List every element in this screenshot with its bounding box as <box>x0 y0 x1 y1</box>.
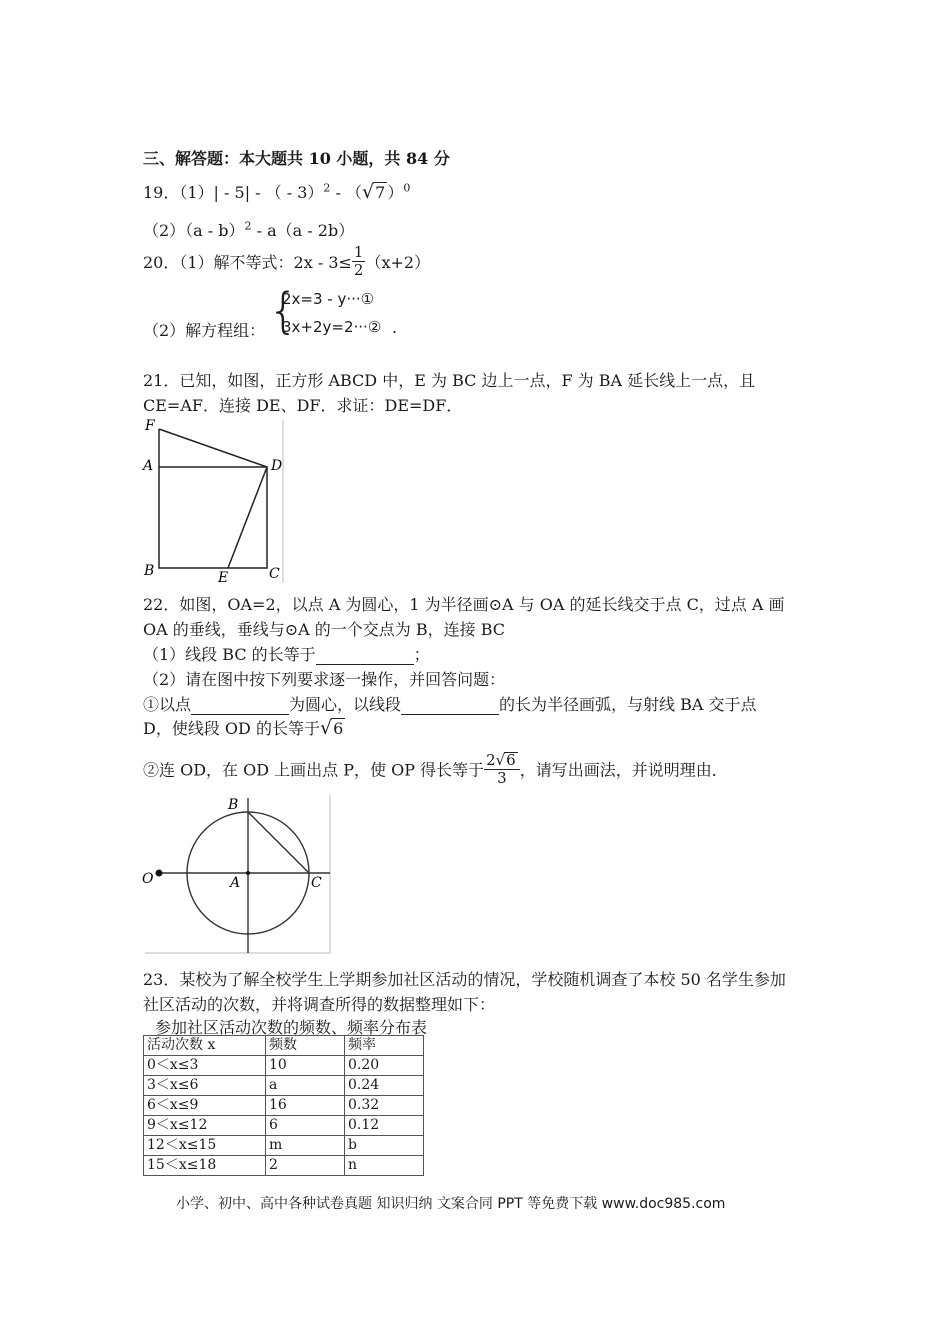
table-row <box>144 1076 424 1096</box>
frequency-table <box>143 1035 424 1176</box>
table-cell: 10 <box>266 1056 345 1076</box>
table-cell: 0.12 <box>345 1116 424 1136</box>
q22-line5 <box>143 692 757 715</box>
label-C: C <box>269 566 280 582</box>
label-F: F <box>145 418 155 434</box>
q20-fraction <box>352 245 366 278</box>
q22-frac-root: 6 <box>506 751 516 769</box>
q22-line5-a: ①以点 <box>143 695 192 714</box>
page-footer: 小学、初中、高中各种试卷真题 知识归纳 文案合同 PPT 等免费下载 www.doc985.com <box>176 1196 726 1212</box>
q20-part1-suffix: （x+2） <box>365 253 431 272</box>
q23-line1: 23．某校为了解全校学生上学期参加社区活动的情况，学校随机调查了本校 50 名学生参加 <box>143 970 786 989</box>
q22-line1: 22．如图，OA=2，以点 A 为圆心，1 为半径画⊙A 与 OA 的延长线交于点 C，过点 A 画 <box>143 595 785 614</box>
q20-part1 <box>143 245 430 278</box>
q19-part2-prefix: （2）（a - b） <box>143 221 245 240</box>
label-D: D <box>271 458 283 474</box>
q22-line4: （2）请在图中按下列要求逐一操作，并回答问题： <box>143 670 506 689</box>
table-cell: 9＜x≤12 <box>144 1116 266 1136</box>
q22-line6-prefix: D，使线段 OD 的长等于 <box>143 719 320 738</box>
sqrt-symbol: √ <box>362 181 375 203</box>
q21-line1: 21．已知，如图，正方形 ABCD 中，E 为 BC 边上一点，F 为 BA 延长线上一点，且 <box>143 371 756 390</box>
sqrt-symbol: √ <box>495 751 506 769</box>
table-cell: 0＜x≤3 <box>144 1056 266 1076</box>
label-C: C <box>311 875 322 891</box>
table-cell: 0.20 <box>345 1056 424 1076</box>
table-cell: 16 <box>266 1096 345 1116</box>
q22-line2: OA 的垂线，垂线与⊙A 的一个交点为 B，连接 BC <box>143 620 506 639</box>
q22-line6 <box>143 716 345 739</box>
q19-part1-mid: - （ <box>330 183 363 202</box>
table-cell: 0.32 <box>345 1096 424 1116</box>
q22-line5-b: 为圆心，以线段 <box>289 695 402 714</box>
table-cell: m <box>266 1136 345 1156</box>
header-cell: 频率 <box>345 1036 424 1056</box>
q22-figure <box>140 793 332 955</box>
q20-part2-suffix: . <box>392 318 398 337</box>
table-row <box>144 1136 424 1156</box>
q20-part1-prefix: 20．（1）解不等式：2x - 3≤ <box>143 253 352 272</box>
table-cell: 0.24 <box>345 1076 424 1096</box>
q22-line7-suffix: ，请写出画法，并说明理由． <box>519 760 728 780</box>
header-cell: 活动次数 x <box>144 1036 266 1056</box>
q22-root-6: 6 <box>333 719 344 738</box>
q19-part1-exp: 2 <box>323 181 331 195</box>
table-cell: 12＜x≤15 <box>144 1136 266 1156</box>
q19-part1 <box>143 180 410 203</box>
label-B: B <box>228 797 239 813</box>
table-row <box>144 1156 424 1176</box>
table-cell: b <box>345 1136 424 1156</box>
q19-part1-prefix: 19．（1）| - 5| - （ - 3） <box>143 183 324 202</box>
q22-frac-coef: 2 <box>486 751 496 769</box>
q20-frac-den: 2 <box>353 261 364 279</box>
table-cell: a <box>266 1076 345 1096</box>
equation-system <box>268 283 390 340</box>
table-cell: 6 <box>266 1116 345 1136</box>
label-A: A <box>230 875 241 891</box>
equation-2: 3x+2y=2···② <box>282 318 382 336</box>
label-A: A <box>143 458 154 474</box>
table-title: 参加社区活动次数的频数、频率分布表 <box>155 1018 428 1037</box>
section-title: 三、解答题：本大题共 10 小题，共 84 分 <box>143 149 450 168</box>
answer-blank-center[interactable] <box>191 698 289 715</box>
table-cell: 2 <box>266 1156 345 1176</box>
q22-line3-end: ； <box>413 645 430 664</box>
q20-part2-prefix: （2）解方程组： <box>143 321 266 340</box>
table-row <box>144 1096 424 1116</box>
table-cell: 3＜x≤6 <box>144 1076 266 1096</box>
q19-part2-exp: 2 <box>244 219 252 233</box>
label-B: B <box>144 563 155 579</box>
table-header-row <box>144 1036 424 1056</box>
q19-root: 7 <box>375 183 386 202</box>
label-E: E <box>218 570 229 583</box>
answer-blank-bc[interactable] <box>316 648 414 665</box>
table-row <box>144 1056 424 1076</box>
equation-1: 2x=3 - y···① <box>282 290 375 308</box>
answer-blank-segment[interactable] <box>401 698 499 715</box>
q22-line3 <box>143 642 430 665</box>
q22-line5-c: 的长为半径画弧，与射线 BA 交于点 <box>499 695 757 714</box>
header-cell: 频数 <box>266 1036 345 1056</box>
q21-line2: CE=AF．连接 DE、DF．求证：DE=DF． <box>143 396 463 415</box>
table-cell: 15＜x≤18 <box>144 1156 266 1176</box>
table-row <box>144 1116 424 1136</box>
q19-part2 <box>143 218 354 241</box>
q22-fraction <box>484 752 520 786</box>
sqrt-symbol: √ <box>319 717 333 739</box>
q23-line2: 社区活动的次数，并将调查所得的数据整理如下： <box>143 995 496 1014</box>
table-cell: n <box>345 1156 424 1176</box>
q22-frac-num <box>484 752 520 770</box>
table-cell: 6＜x≤9 <box>144 1096 266 1116</box>
q22-line7 <box>143 752 728 786</box>
q22-line3-text: （1）线段 BC 的长等于 <box>143 645 316 664</box>
q19-part1-exp2: 0 <box>403 181 411 195</box>
q20-frac-num: 1 <box>353 243 364 261</box>
q19-part2-suffix: - a（a - 2b） <box>251 221 355 240</box>
q19-part1-close: ） <box>387 183 404 202</box>
label-O: O <box>142 871 154 887</box>
q21-figure <box>142 418 287 583</box>
q22-line7-prefix: ②连 OD，在 OD 上画出点 P，使 OP 得长等于 <box>143 760 485 780</box>
q22-frac-den: 3 <box>497 769 507 787</box>
left-brace: { <box>268 283 299 339</box>
